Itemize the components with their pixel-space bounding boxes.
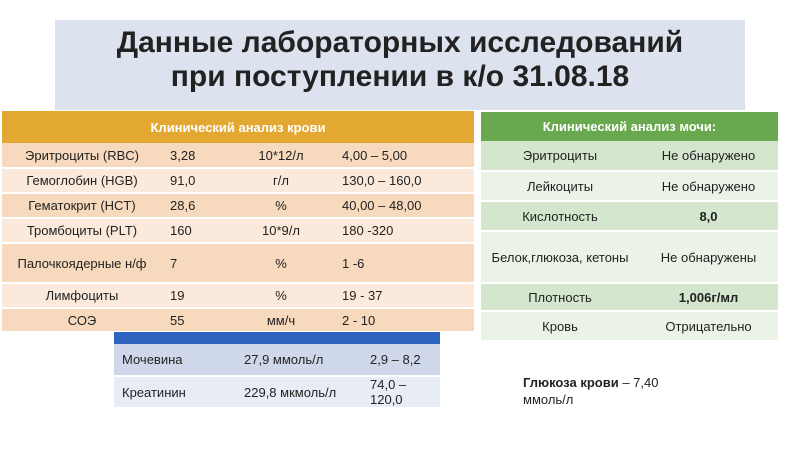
urine-param-name: Плотность <box>481 283 639 311</box>
blood-table-header-row <box>2 111 474 143</box>
urine-param-value: 8,0 <box>639 201 778 231</box>
glucose-value: – 7,40 ммоль/л <box>523 375 659 407</box>
table-row <box>114 376 440 408</box>
biochem-table-header <box>114 332 440 344</box>
blood-param-norm: 4,00 – 5,00 <box>332 143 474 168</box>
title-line-2: при поступлении в к/о 31.08.18 <box>170 60 630 93</box>
page-title <box>55 26 745 94</box>
urine-param-name: Белок,глюкоза, кетоны <box>481 231 639 283</box>
blood-param-name: Тромбоциты (PLT) <box>2 218 162 243</box>
blood-param-norm: 180 -320 <box>332 218 474 243</box>
blood-table-header: Клинический анализ крови <box>2 111 474 143</box>
table-row <box>2 308 474 332</box>
biochem-param-value: 27,9 ммоль/л <box>236 344 362 376</box>
urine-param-value: 1,006г/мл <box>639 283 778 311</box>
table-row <box>2 218 474 243</box>
blood-param-norm: 2 - 10 <box>332 308 474 332</box>
urine-param-name: Кровь <box>481 311 639 341</box>
biochem-table-header-row <box>114 332 440 344</box>
urine-param-value: Не обнаружено <box>639 171 778 201</box>
blood-param-unit: % <box>230 193 332 218</box>
biochem-param-norm: 2,9 – 8,2 <box>362 344 440 376</box>
blood-param-name: Палочкоядерные н/ф <box>2 243 162 283</box>
blood-param-norm: 130,0 – 160,0 <box>332 168 474 193</box>
blood-param-unit: г/л <box>230 168 332 193</box>
title-line-1: Данные лабораторных исследований <box>116 26 684 59</box>
blood-param-unit: % <box>230 283 332 308</box>
urine-param-name: Эритроциты <box>481 141 639 171</box>
urine-table-header-row <box>481 112 778 141</box>
blood-param-norm: 19 - 37 <box>332 283 474 308</box>
blood-param-name: Лимфоциты <box>2 283 162 308</box>
glucose-label: Глюкоза крови <box>523 375 619 390</box>
blood-param-value: 160 <box>162 218 230 243</box>
blood-param-value: 3,28 <box>162 143 230 168</box>
glucose-note <box>523 374 693 408</box>
table-row <box>481 171 778 201</box>
table-row <box>2 143 474 168</box>
table-row <box>2 243 474 283</box>
blood-param-name: Гематокрит (HCT) <box>2 193 162 218</box>
table-row <box>2 283 474 308</box>
blood-param-value: 19 <box>162 283 230 308</box>
blood-param-unit: % <box>230 243 332 283</box>
blood-param-value: 91,0 <box>162 168 230 193</box>
table-row <box>481 231 778 283</box>
biochem-param-name: Креатинин <box>114 376 236 408</box>
blood-analysis-table <box>2 111 474 333</box>
blood-param-name: Гемоглобин (HGB) <box>2 168 162 193</box>
blood-param-value: 28,6 <box>162 193 230 218</box>
blood-param-unit: 10*9/л <box>230 218 332 243</box>
blood-param-value: 55 <box>162 308 230 332</box>
biochem-param-name: Мочевина <box>114 344 236 376</box>
urine-table-header: Клинический анализ мочи: <box>481 112 778 141</box>
urine-param-value: Не обнаружены <box>639 231 778 283</box>
blood-param-norm: 40,00 – 48,00 <box>332 193 474 218</box>
blood-param-norm: 1 -6 <box>332 243 474 283</box>
blood-param-unit: 10*12/л <box>230 143 332 168</box>
biochem-param-norm: 74,0 – 120,0 <box>362 376 440 408</box>
table-row <box>481 311 778 341</box>
urine-param-name: Кислотность <box>481 201 639 231</box>
blood-param-name: Эритроциты (RBC) <box>2 143 162 168</box>
table-row <box>2 193 474 218</box>
biochemistry-table <box>114 332 440 409</box>
urine-param-name: Лейкоциты <box>481 171 639 201</box>
table-row <box>2 168 474 193</box>
biochem-param-value: 229,8 мкмоль/л <box>236 376 362 408</box>
blood-param-unit: мм/ч <box>230 308 332 332</box>
table-row <box>481 141 778 171</box>
urine-analysis-table <box>481 112 778 342</box>
table-row <box>114 344 440 376</box>
table-row <box>481 283 778 311</box>
blood-param-value: 7 <box>162 243 230 283</box>
urine-param-value: Отрицательно <box>639 311 778 341</box>
urine-param-value: Не обнаружено <box>639 141 778 171</box>
table-row <box>481 201 778 231</box>
blood-param-name: СОЭ <box>2 308 162 332</box>
